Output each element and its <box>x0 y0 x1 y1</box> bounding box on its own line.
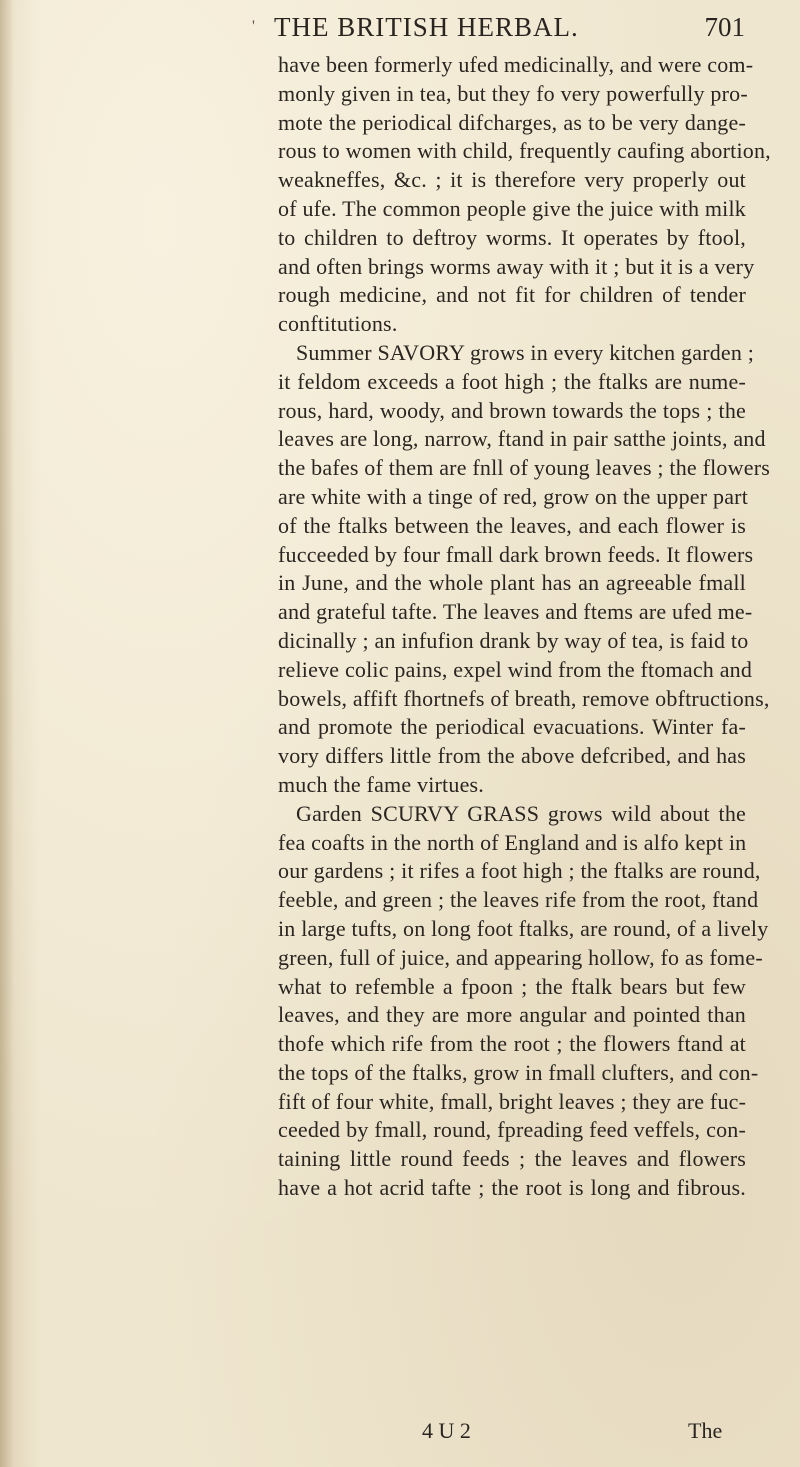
text-line: rough medicine, and not fit for children of tender <box>278 282 746 308</box>
text-line: are white with a tinge of red, grow on the upper part <box>278 483 749 509</box>
text-line: of the ftalks between the leaves, and each flower is <box>278 512 746 538</box>
text-line: taining little round feeds ; the leaves and flowers <box>278 1146 746 1172</box>
text-line: conftitutions. <box>278 311 398 337</box>
text-line: fift of four white, fmall, bright leaves ; they are fuc- <box>278 1088 747 1114</box>
text-line: monly given in tea, but they fo very powerfully pro- <box>278 80 748 106</box>
text-line: and grateful tafte. The leaves and ftems are ufed me- <box>278 599 753 625</box>
text-line: in June, and the whole plant has an agreeable fmall <box>278 570 746 596</box>
page-number: 701 <box>704 12 745 42</box>
text-line: green, full of juice, and appearing hollow, fo as fome- <box>278 944 763 970</box>
text-line: relieve colic pains, expel wind from the ftomach and <box>278 656 753 682</box>
text-line: bowels, affift fhortnefs of breath, remove obftructions, <box>278 685 770 711</box>
page-gutter-shadow <box>0 0 14 1467</box>
running-title: THE BRITISH HERBAL. <box>274 12 579 42</box>
text-line: mote the periodical difcharges, as to be very dange- <box>278 109 746 135</box>
text-line: it feldom exceeds a foot high ; the ftalks are nume- <box>278 368 746 394</box>
signature-mark: 4 U 2 <box>422 1418 471 1443</box>
paragraph-start-scurvy-grass: Garden SCURVY GRASS grows wild about the <box>296 800 746 826</box>
text-line: what to refemble a fpoon ; the ftalk bears but few <box>278 973 746 999</box>
text-line: fucceeded by four fmall dark brown feeds. It flowers <box>278 541 754 567</box>
text-line: dicinally ; an infufion drank by way of tea, is faid to <box>278 627 749 653</box>
text-line: and often brings worms away with it ; but it is a very <box>278 253 755 279</box>
text-line: weakneffes, &c. ; it is therefore very properly out <box>278 167 746 193</box>
text-line: of ufe. The common people give the juice with milk <box>278 195 746 221</box>
text-line: in large tufts, on long foot ftalks, are round, of a lively <box>278 915 769 941</box>
text-line: leaves are long, narrow, ftand in pair satthe joints, and <box>278 426 766 452</box>
running-head <box>252 12 745 46</box>
text-line: leaves, and they are more angular and pointed than <box>278 1002 746 1028</box>
text-line: to children to deftroy worms. It operates by ftool, <box>278 224 746 250</box>
text-line: rous to women with child, frequently caufing abortion, <box>278 138 771 164</box>
paragraph-start-savory: Summer SAVORY grows in every kitchen garden ; <box>296 339 755 365</box>
body-text <box>278 51 771 1203</box>
text-line: feeble, and green ; the leaves rife from the root, ftand <box>278 887 759 913</box>
text-line: vory differs little from the above defcribed, and has <box>278 743 746 769</box>
text-line: fea coafts in the north of England and is alfo kept in <box>278 829 747 855</box>
text-line: our gardens ; it rifes a foot high ; the ftalks are round, <box>278 858 761 884</box>
text-line: the bafes of them are fnll of young leaves ; the flowers <box>278 455 770 481</box>
text-line: rous, hard, woody, and brown towards the tops ; the <box>278 397 746 423</box>
text-line: the tops of the ftalks, grow in fmall clufters, and con- <box>278 1059 759 1085</box>
text-line: thofe which rife from the root ; the flowers ftand at <box>278 1031 746 1057</box>
text-line: have a hot acrid tafte ; the root is long and fibrous. <box>278 1175 746 1201</box>
catchword: The <box>688 1418 723 1443</box>
text-line: and promote the periodical evacuations. Winter fa- <box>278 714 746 740</box>
text-line: much the fame virtues. <box>278 771 484 797</box>
header-mark: ' <box>252 18 255 35</box>
text-line: ceeded by fmall, round, fpreading feed veffels, con- <box>278 1117 746 1143</box>
page-footer <box>0 1418 800 1448</box>
text-line: have been formerly ufed medicinally, and were com- <box>278 52 754 77</box>
